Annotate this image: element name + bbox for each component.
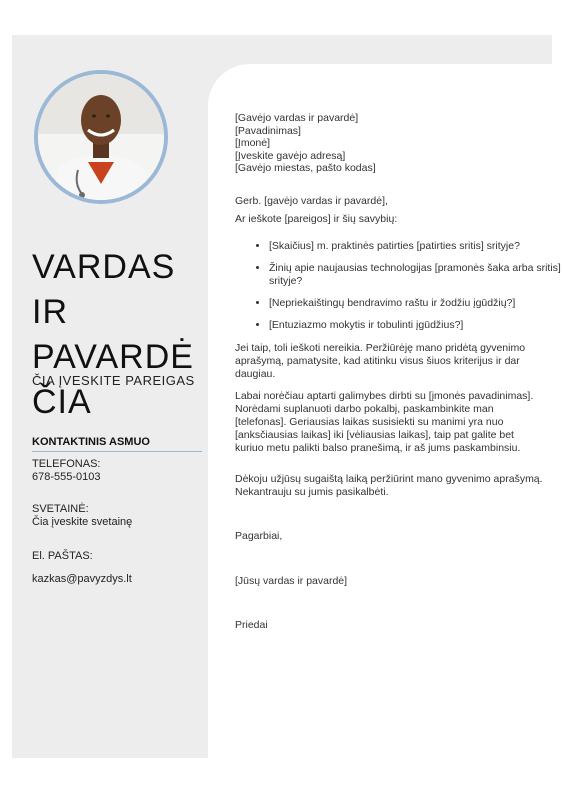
name-line: ČIA — [32, 383, 92, 421]
candidate-name — [32, 245, 212, 425]
job-title: ČIA ĮVESKITE PAREIGAS — [32, 373, 195, 388]
greeting: Gerb. [gavėjo vardas ir pavardė], — [235, 195, 388, 207]
email-label: El. PAŠTAS: — [32, 550, 93, 562]
address-line: [Pavadinimas] — [235, 124, 301, 137]
phone-value: 678-555-0103 — [32, 471, 101, 483]
doctor-portrait-image — [38, 74, 164, 200]
body-paragraph-1: Jei taip, toli ieškoti nereikia. Peržiūrėję mano pridėtą gyvenimo aprašymą, pamatysite, kad atitinku visus šiuos kriterijus ir dar daugiau. — [235, 342, 526, 380]
name-line: VARDAS IR — [32, 248, 176, 331]
signature-name: [Jūsų vardas ir pavardė] — [235, 575, 348, 587]
closing: Pagarbiai, — [235, 530, 283, 542]
recipient-address — [235, 112, 545, 175]
contact-heading: KONTAKTINIS ASMUO — [32, 436, 202, 452]
list-item: • [Skaičius] m. praktinės patirties [patirties sritis] srityje? — [269, 240, 564, 253]
list-item: • [Nepriekaištingų bendravimo raštu ir žodžiu įgūdžių?] — [269, 297, 564, 310]
email-value: kazkas@pavyzdys.lt — [32, 573, 132, 585]
address-line: [Gavėjo miestas, pašto kodas] — [235, 162, 376, 174]
profile-photo — [34, 70, 168, 204]
address-line: [Gavėjo vardas ir pavardė] — [235, 112, 359, 124]
name-line: PAVARDĖ — [32, 338, 194, 376]
body-paragraph-2: Labai norėčiau aptarti galimybes dirbti su [įmonės pavadinimas]. Norėdami suplanuoti darbo pokalbį, paskambinkite man [telefonas]. Geriausias laikas susisiekti su manimi yra nuo [anksčiausias laikas] iki [vėliausias laikas], taip pat galite bet kuriuo metu palikti balso pranešimą, ir aš jums paskambinsiu. — [235, 390, 534, 454]
address-line: [Įveskite gavėjo adresą] — [235, 149, 346, 162]
list-item: • Žinių apie naujausias technologijas [pramonės šaka arba sritis] srityje? — [269, 262, 564, 288]
phone-label: TELEFONAS: — [32, 458, 101, 470]
body-paragraph-3: Dėkoju užjūsų sugaištą laiką peržiūrint mano gyvenimo aprašymą. Nekantrauju su jumis pasikalbėti. — [235, 473, 543, 498]
qualification-list — [235, 240, 564, 341]
enclosure: Priedai — [235, 619, 268, 631]
intro-question: Ar ieškote [pareigos] ir šių savybių: — [235, 213, 398, 225]
website-value: Čia įveskite svetainę — [32, 516, 133, 528]
address-line: [Įmonė] — [235, 137, 271, 149]
list-item: • [Entuziazmo mokytis ir tobulinti įgūdžius?] — [269, 319, 564, 332]
website-label: SVETAINĖ: — [32, 503, 89, 515]
